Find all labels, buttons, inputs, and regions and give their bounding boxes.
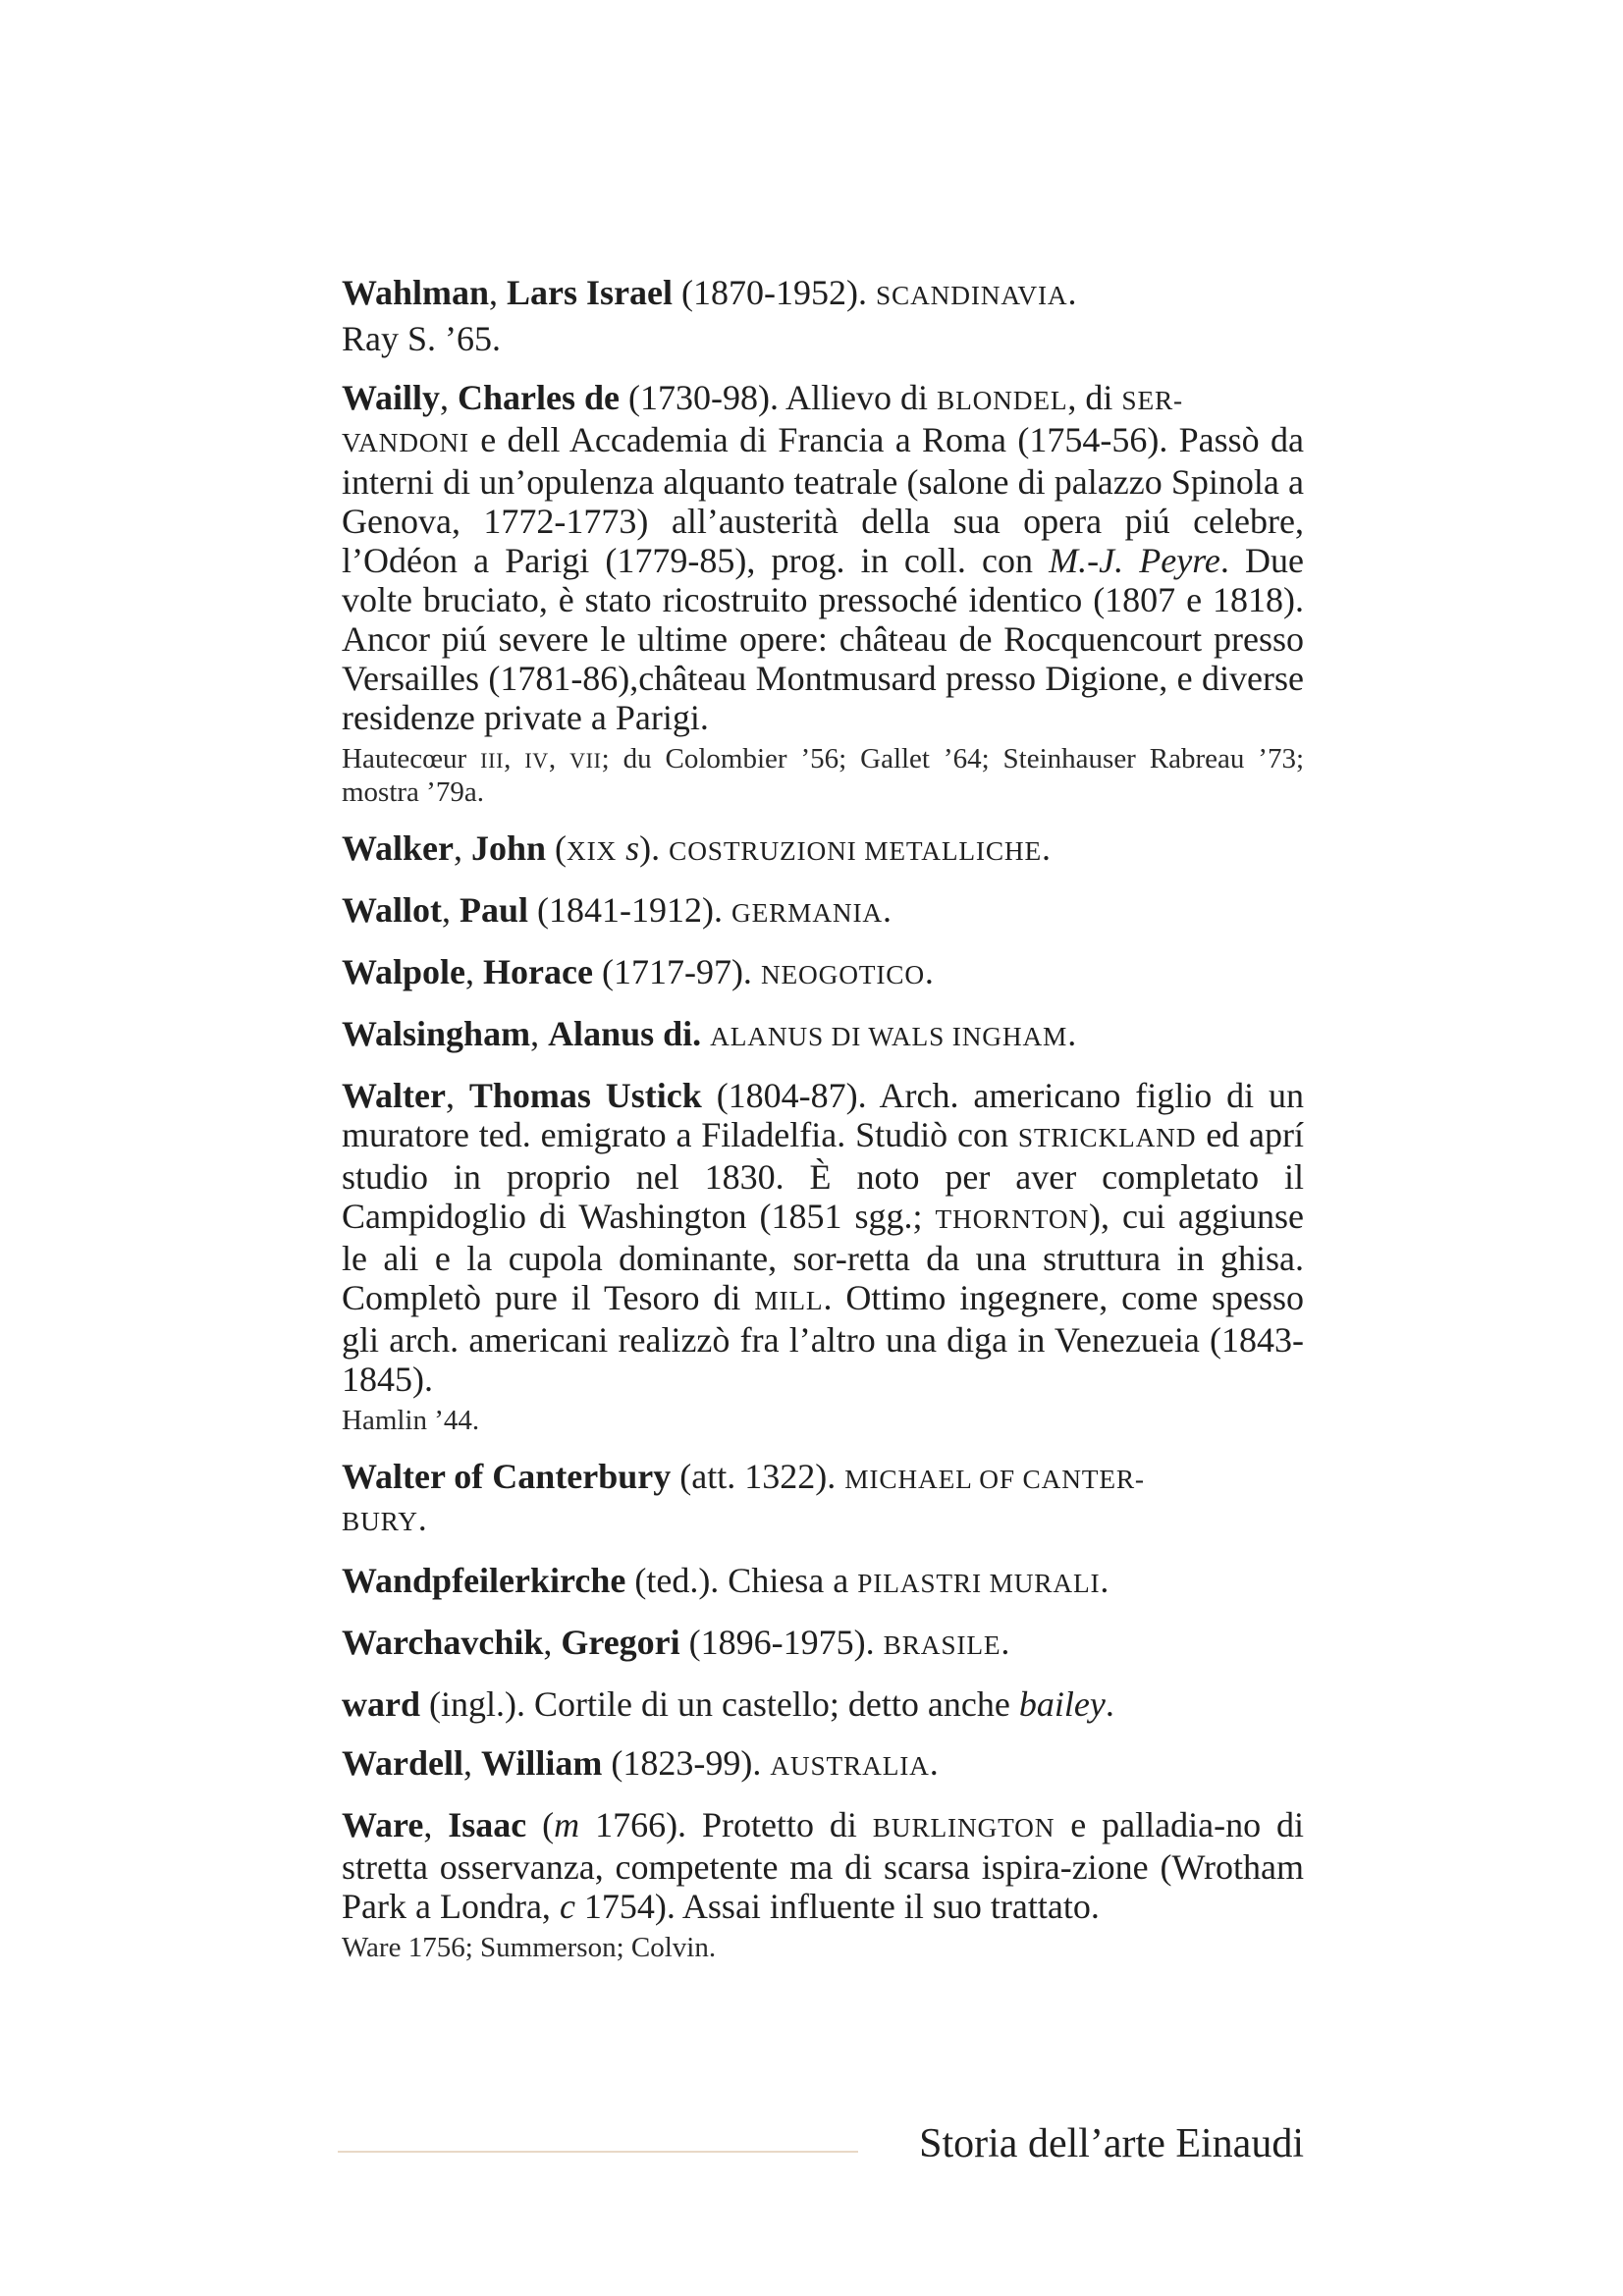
cross-reference: VII	[569, 748, 602, 773]
headword-bold: Horace	[483, 952, 593, 991]
entry-text	[701, 1014, 710, 1053]
entry-text: ; du Colombier ’56; Gallet ’64; Steinhauser Rabreau ’73; mostra ’79a.	[342, 743, 1305, 808]
entry-text: ,	[442, 890, 460, 930]
entry-text: (ingl.). Cortile di un castello; detto anche	[420, 1684, 1019, 1724]
entry-text: (1804-87). Arch. americano figlio di un muratore ted. emigrato a Filadelfia. Studiò con	[342, 1076, 1304, 1154]
entry-bibliography	[342, 1405, 1304, 1437]
entry-walter-canterbury	[342, 1457, 1304, 1541]
cross-reference: GERMANIA	[731, 898, 883, 928]
entry-walter	[342, 1076, 1304, 1437]
italic-text: c	[559, 1887, 575, 1926]
entry-ward	[342, 1684, 1304, 1724]
dictionary-entries	[342, 273, 1304, 1984]
headword-bold: Walker	[342, 828, 454, 868]
entry-text: (1717-97).	[592, 952, 761, 991]
entry-text: (att. 1322).	[671, 1457, 845, 1496]
entry-wailly	[342, 378, 1304, 809]
cross-reference: AUSTRALIA	[770, 1751, 930, 1781]
entry-text: . Ottimo ingegnere, come spesso gli arch. americani realizzò fra l’altro una diga in Venezueia (1843-1845).	[342, 1278, 1304, 1399]
entry-text: ,	[548, 743, 570, 774]
cross-reference: THORNTON	[935, 1204, 1090, 1234]
entry-text: ,	[489, 273, 508, 312]
cross-reference: SCANDINAVIA	[876, 281, 1068, 310]
entry-text: 1754). Assai influente il suo trattato.	[574, 1887, 1100, 1926]
headword-bold: Ware	[342, 1805, 424, 1844]
headword-bold: Gregori	[561, 1623, 680, 1662]
footer-publisher-label: Storia dell’arte Einaudi	[919, 2121, 1304, 2166]
italic-text: m	[554, 1805, 580, 1844]
page-footer	[338, 2118, 1304, 2177]
entry-definition	[342, 1457, 1304, 1541]
entry-definition	[342, 1623, 1304, 1665]
entry-text: ).	[639, 828, 670, 868]
entry-definition	[342, 1014, 1304, 1056]
headword-bold: Thomas Ustick	[468, 1076, 702, 1115]
cross-reference: MICHAEL OF CANTER-	[844, 1465, 1145, 1494]
entry-text: (ted.). Chiesa a	[625, 1561, 858, 1600]
entry-warchavchik	[342, 1623, 1304, 1665]
entry-text: (	[526, 1805, 555, 1844]
entry-text: .	[924, 952, 934, 991]
entry-definition	[342, 828, 1304, 871]
entry-text: .	[1001, 1623, 1010, 1662]
headword-bold: Wardell	[342, 1743, 463, 1783]
entry-wardell	[342, 1743, 1304, 1786]
entry-text: ,	[530, 1014, 549, 1053]
entry-text: .	[1067, 1014, 1077, 1053]
italic-text: M.-J. Peyre	[1049, 541, 1220, 580]
headword-bold: Wailly	[342, 378, 441, 417]
headword-bold: Walter	[342, 1076, 446, 1115]
cross-reference: BRASILE	[883, 1630, 1001, 1660]
entry-definition	[342, 1561, 1304, 1603]
entry-text: , di	[1067, 378, 1122, 417]
entry-bibliography	[342, 743, 1304, 809]
entry-text: ,	[454, 828, 471, 868]
entry-text: 1766). Protetto di	[579, 1805, 873, 1844]
entry-text: ,	[465, 952, 484, 991]
cross-reference: BURY	[342, 1507, 418, 1536]
headword-bold: Wandpfeilerkirche	[342, 1561, 626, 1600]
entry-text: (1896-1975).	[679, 1623, 884, 1662]
entry-text: .	[417, 1499, 427, 1538]
entry-text: e palladia-no di stretta osservanza, competente ma di scarsa ispira-zione (Wrotham Park a Londra,	[342, 1805, 1304, 1926]
headword-bold: Lars Israel	[507, 273, 674, 312]
italic-text: bailey	[1018, 1684, 1106, 1724]
entry-text: ), cui aggiunse le ali e la cupola dominante, sor-retta da una struttura in ghisa. Completò pure il Tesoro di	[342, 1197, 1305, 1317]
entry-text: e dell Accademia di Francia a Roma (1754-56). Passò da interni di un’opulenza alquanto teatrale (salone di palazzo Spinola a Genova, 1772-1773) all’austerità della sua opera piú celebre, l’Odéon a Parigi (1779-85), prog. in coll. con	[342, 420, 1304, 580]
footer-rule	[338, 2151, 858, 2153]
entry-text: Hautecœur	[342, 743, 481, 774]
italic-text: s	[625, 828, 640, 868]
cross-reference: NEOGOTICO	[760, 960, 925, 989]
entry-definition	[342, 1805, 1304, 1926]
cross-reference: PILASTRI MURALI	[857, 1569, 1101, 1598]
cross-reference: VANDONI	[342, 428, 469, 457]
cross-reference: MILL	[754, 1286, 824, 1315]
entry-text: (	[546, 828, 568, 868]
headword-bold: John	[471, 828, 547, 868]
cross-reference: ALANUS DI WALS INGHAM	[710, 1022, 1068, 1051]
headword-bold: Wallot	[342, 890, 443, 930]
entry-text: .	[929, 1743, 939, 1783]
headword-bold: ward	[342, 1684, 420, 1724]
entry-text: (1823-99).	[602, 1743, 771, 1783]
entry-text: ,	[440, 378, 459, 417]
headword-bold: William	[481, 1743, 603, 1783]
entry-text: .	[883, 890, 892, 930]
headword-bold: Wahlman	[342, 273, 490, 312]
entry-wandpfeilerkirche	[342, 1561, 1304, 1603]
entry-walsingham	[342, 1014, 1304, 1056]
cross-reference: III	[480, 748, 505, 773]
entry-text: . Due volte bruciato, è stato ricostruito pressoché identico (1807 e 1818). Ancor piú severe le ultime opere: château de Rocquencourt presso Versailles (1781-86),château Montmusard presso Digione, e diverse residenze private a Parigi.	[342, 541, 1304, 737]
entry-walker	[342, 828, 1304, 871]
entry-text: ,	[504, 743, 525, 774]
entry-text: (1870-1952).	[673, 273, 876, 312]
entry-definition	[342, 890, 1304, 933]
entry-text: ,	[423, 1805, 449, 1844]
cross-reference: BURLINGTON	[872, 1813, 1055, 1842]
entry-text: .	[1067, 273, 1077, 312]
cross-reference: COSTRUZIONI METALLICHE	[669, 836, 1043, 866]
entry-definition	[342, 1684, 1304, 1724]
entry-definition	[342, 378, 1304, 737]
cross-reference: XIX	[567, 836, 618, 866]
entry-text: Ware 1756; Summerson; Colvin.	[342, 1932, 717, 1963]
headword-bold: Charles de	[458, 378, 621, 417]
cross-reference: BLONDEL	[937, 386, 1068, 415]
cross-reference: SER-	[1121, 386, 1183, 415]
entry-text	[617, 828, 625, 868]
entry-definition	[342, 952, 1304, 994]
entry-text: ed aprí studio in proprio nel 1830. È noto per aver completato il Campidoglio di Washington (1851 sgg.;	[342, 1115, 1304, 1236]
entry-note: Ray S. ’65.	[342, 319, 501, 358]
headword-bold: Warchavchik	[342, 1623, 544, 1662]
entry-text: ,	[543, 1623, 562, 1662]
headword-bold: Paul	[460, 890, 529, 930]
entry-walpole	[342, 952, 1304, 994]
entry-wallot	[342, 890, 1304, 933]
entry-definition	[342, 273, 1304, 315]
entry-text: (1841-1912).	[528, 890, 731, 930]
headword-bold: Alanus di.	[548, 1014, 702, 1053]
headword-bold: Walter of Canterbury	[342, 1457, 672, 1496]
entry-text: Hamlin ’44.	[342, 1405, 480, 1436]
entry-wahlman	[342, 273, 1304, 358]
cross-reference: STRICKLAND	[1017, 1123, 1197, 1152]
cross-reference: IV	[524, 748, 549, 773]
entry-text: ,	[463, 1743, 481, 1783]
entry-text: .	[1100, 1561, 1109, 1600]
entry-text: (1730-98). Allievo di	[620, 378, 937, 417]
entry-definition	[342, 1076, 1304, 1399]
entry-text: .	[1042, 828, 1052, 868]
entry-bibliography	[342, 1932, 1304, 1964]
entry-text: .	[1105, 1684, 1114, 1724]
headword-bold: Isaac	[448, 1805, 527, 1844]
headword-bold: Walpole	[342, 952, 466, 991]
entry-definition	[342, 1743, 1304, 1786]
entry-text: ,	[445, 1076, 469, 1115]
headword-bold: Walsingham	[342, 1014, 531, 1053]
entry-ware	[342, 1805, 1304, 1964]
